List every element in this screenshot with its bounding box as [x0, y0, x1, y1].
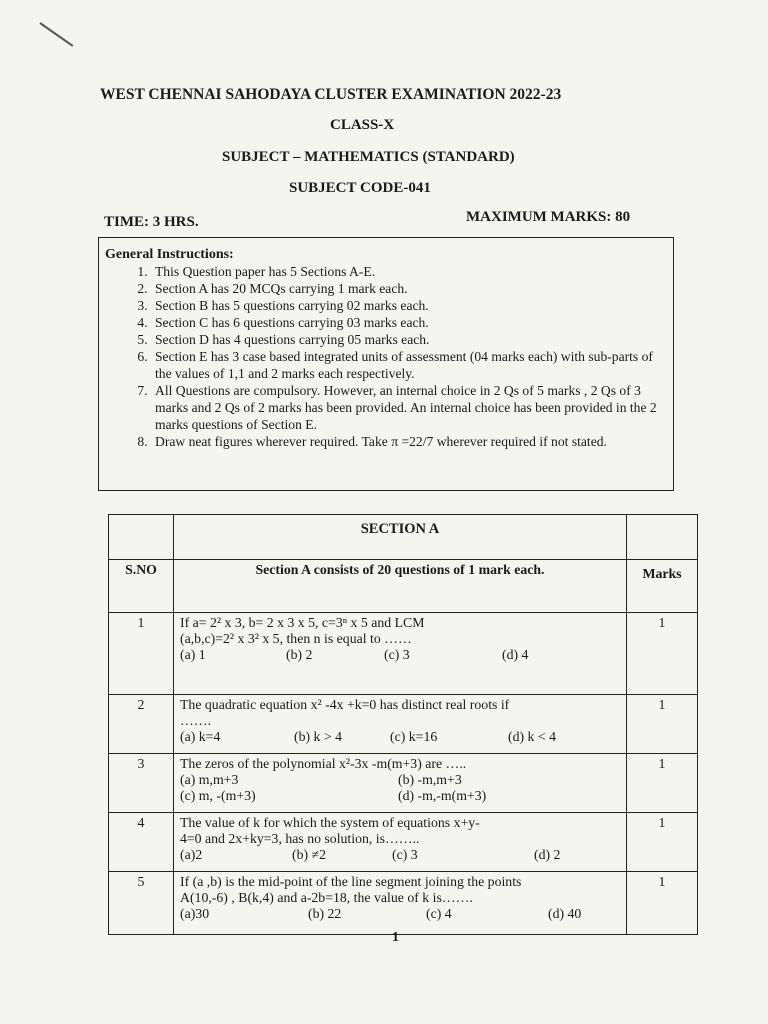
- question-text: 4=0 and 2x+ky=3, has no solution, is……..: [180, 831, 420, 846]
- question-number: 3: [109, 754, 174, 813]
- subject-label: SUBJECT – MATHEMATICS (STANDARD): [222, 149, 515, 165]
- instruction-item: 8. Draw neat figures wherever required. Take π =22/7 wherever required if not stated.: [151, 433, 667, 450]
- table-row: [109, 872, 698, 935]
- question-number: 4: [109, 813, 174, 872]
- options-row: [180, 788, 620, 804]
- option: (c) 3: [384, 647, 410, 662]
- question-marks: 1: [627, 754, 698, 813]
- question-cell: [174, 813, 627, 872]
- instruction-item: 2. Section A has 20 MCQs carrying 1 mark each.: [151, 280, 667, 297]
- option: (b) 2: [286, 647, 313, 662]
- question-marks: 1: [627, 813, 698, 872]
- question-marks: 1: [627, 695, 698, 754]
- subject-code: SUBJECT CODE-041: [289, 180, 431, 196]
- general-instructions-box: [98, 237, 674, 491]
- question-text: The value of k for which the system of equations x+y-: [180, 815, 480, 830]
- options-row: [180, 906, 620, 922]
- option: (b) -m,m+3: [398, 772, 462, 787]
- option: (d) 2: [534, 847, 561, 862]
- options-row: [180, 847, 620, 863]
- question-text: The zeros of the polynomial x²-3x -m(m+3) are …..: [180, 756, 467, 771]
- option: (b) k > 4: [294, 729, 343, 744]
- time-label: TIME: 3 HRS.: [104, 214, 199, 230]
- instructions-title: General Instructions:: [105, 247, 234, 262]
- option: (a)2: [180, 847, 203, 862]
- page-number: 1: [392, 930, 399, 945]
- option: (c) 3: [392, 847, 418, 862]
- options-row: [180, 729, 620, 745]
- table-row: [109, 613, 698, 695]
- question-cell: [174, 695, 627, 754]
- question-text: The quadratic equation x² -4x +k=0 has distinct real roots if: [180, 697, 510, 712]
- options-row: [180, 647, 620, 663]
- question-marks: 1: [627, 613, 698, 695]
- question-cell: [174, 872, 627, 935]
- question-text: A(10,-6) , B(k,4) and a-2b=18, the value of k is…….: [180, 890, 473, 905]
- option: (d) 40: [548, 906, 582, 921]
- option: (b) ≠2: [292, 847, 327, 862]
- table-row: [109, 754, 698, 813]
- option: (c) k=16: [390, 729, 438, 744]
- question-number: 2: [109, 695, 174, 754]
- option: (d) k < 4: [508, 729, 557, 744]
- question-text: …….: [180, 713, 212, 728]
- exam-title: WEST CHENNAI SAHODAYA CLUSTER EXAMINATION 2022-23: [100, 86, 562, 103]
- option: (d) -m,-m(m+3): [398, 788, 487, 803]
- question-number: 1: [109, 613, 174, 695]
- question-marks: 1: [627, 872, 698, 935]
- col-sno-header: S.NO: [109, 560, 174, 613]
- option: (a) m,m+3: [180, 772, 239, 787]
- question-text: If (a ,b) is the mid-point of the line segment joining the points: [180, 874, 522, 889]
- section-title-row: [109, 515, 698, 560]
- corner-pen-mark: [39, 22, 73, 47]
- instruction-item: 5. Section D has 4 questions carrying 05 marks each.: [151, 331, 667, 348]
- section-a-table: [108, 514, 698, 935]
- instruction-item: 4. Section C has 6 questions carrying 03 marks each.: [151, 314, 667, 331]
- question-cell: [174, 754, 627, 813]
- option: (d) 4: [502, 647, 529, 662]
- option: (a) 1: [180, 647, 206, 662]
- question-cell: [174, 613, 627, 695]
- question-text: (a,b,c)=2² x 3² x 5, then n is equal to ……: [180, 631, 412, 646]
- instruction-item: 3. Section B has 5 questions carrying 02 marks each.: [151, 297, 667, 314]
- option: (c) m, -(m+3): [180, 788, 256, 803]
- instruction-item: 1. This Question paper has 5 Sections A-E.: [151, 263, 667, 280]
- option: (b) 22: [308, 906, 342, 921]
- option: (a)30: [180, 906, 210, 921]
- question-number: 5: [109, 872, 174, 935]
- option: (a) k=4: [180, 729, 221, 744]
- col-description-header: Section A consists of 20 questions of 1 mark each.: [174, 560, 627, 613]
- question-text: If a= 2² x 3, b= 2 x 3 x 5, c=3ⁿ x 5 and LCM: [180, 615, 425, 630]
- instructions-list: [105, 263, 667, 450]
- table-row: [109, 813, 698, 872]
- class-label: CLASS-X: [330, 117, 395, 133]
- table-header-row: [109, 560, 698, 613]
- instruction-item: 7. All Questions are compulsory. However, an internal choice in 2 Qs of 5 marks , 2 Qs of 3 marks and 2 Qs of 2 marks has been provided. An internal choice has been provided in the 2 marks questions of Section E.: [151, 382, 667, 433]
- option: (c) 4: [426, 906, 452, 921]
- table-row: [109, 695, 698, 754]
- instruction-item: 6. Section E has 3 case based integrated units of assessment (04 marks each) with sub-parts of the values of 1,1 and 2 marks each respectively.: [151, 348, 667, 382]
- max-marks-label: MAXIMUM MARKS: 80: [466, 209, 631, 225]
- options-row: [180, 772, 620, 788]
- section-title: SECTION A: [174, 515, 627, 560]
- col-marks-header: Marks: [627, 560, 698, 613]
